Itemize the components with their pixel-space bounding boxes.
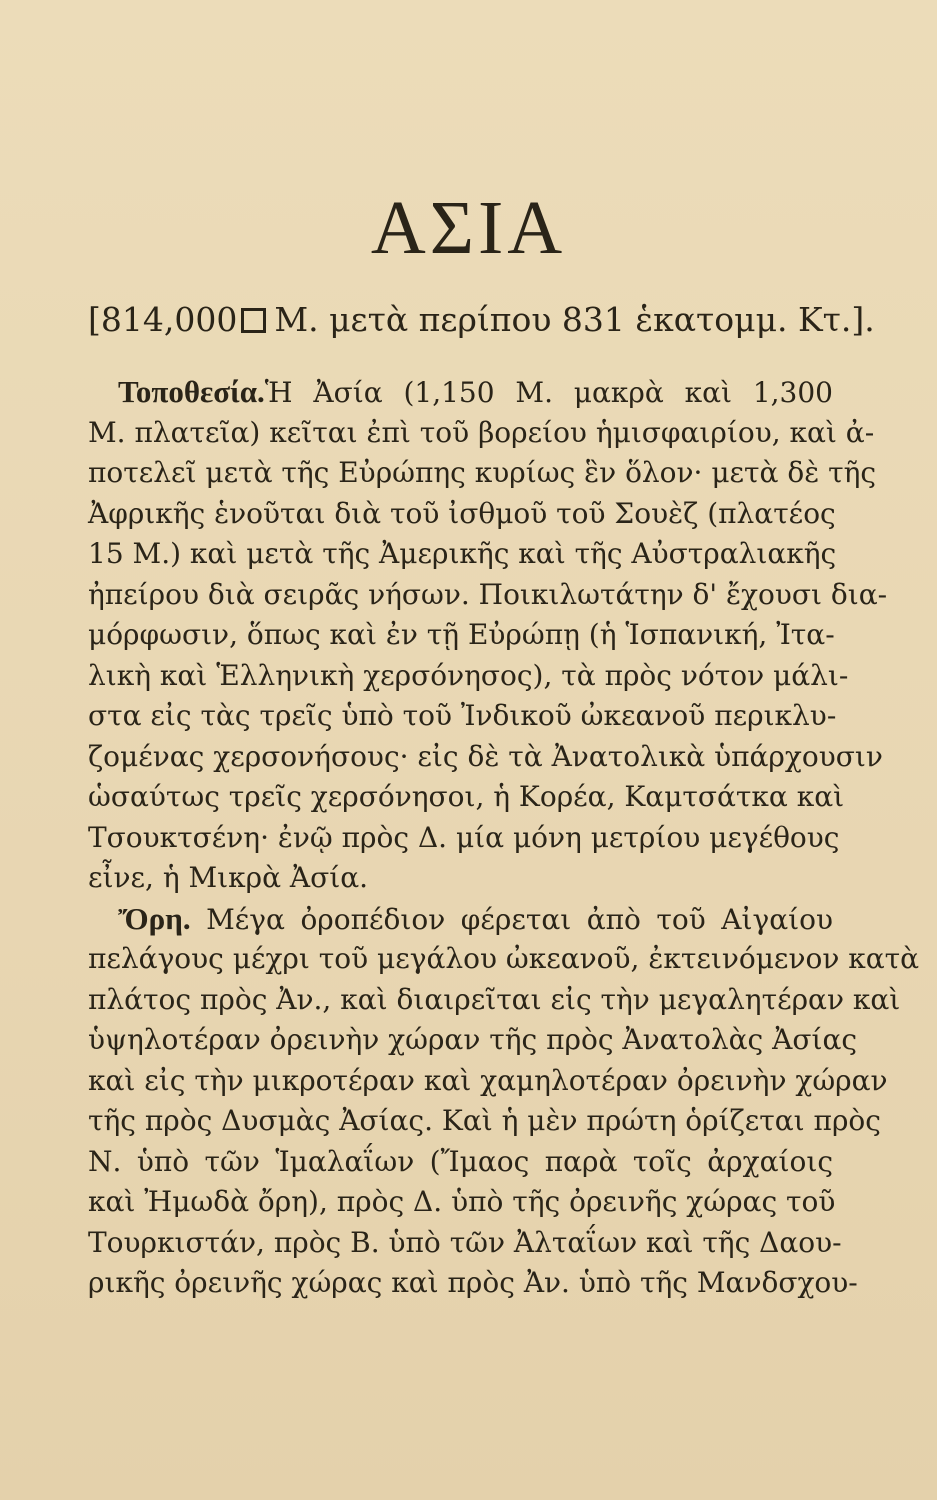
- text-line: στα εἰς τὰς τρεῖς ὑπὸ τοῦ Ἰνδικοῦ ὠκεανοῦ περικλυ-: [88, 699, 837, 732]
- page-title: ΑΣΙΑ: [370, 186, 567, 270]
- text-line: καὶ εἰς τὴν μικροτέραν καὶ χαμηλοτέραν ὀρεινὴν χώραν: [88, 1063, 888, 1097]
- text-line: πλάτος πρὸς Ἀν., καὶ διαιρεῖται εἰς τὴν μεγαλητέραν καὶ: [88, 982, 901, 1016]
- text-line: Μ. πλατεῖα) κεῖται ἐπὶ τοῦ βορείου ἡμισφαιρίου, καὶ ἀ-: [88, 415, 875, 449]
- area-population-line: [88, 300, 875, 339]
- text-line: τῆς πρὸς Δυσμὰς Ἀσίας. Καὶ ἡ μὲν πρώτη ὁρίζεται πρὸς: [88, 1104, 881, 1137]
- text-line: ἠπείρου διὰ σειρᾶς νήσων. Ποικιλωτάτην δ' ἔχουσι δια-: [88, 577, 888, 611]
- text-line: Τουρκιστάν, πρὸς Β. ὑπὸ τῶν Ἀλταΐων καὶ τῆς Δαου-: [88, 1225, 842, 1259]
- text-line: 15 Μ.) καὶ μετὰ τῆς Ἀμερικῆς καὶ τῆς Αὐστραλιακῆς: [88, 537, 837, 570]
- text-line: ζομένας χερσονήσους· εἰς δὲ τὰ Ἀνατολικὰ ὑπάρχουσιν: [88, 739, 883, 773]
- text-line: ρικῆς ὀρεινῆς χώρας καὶ πρὸς Ἀν. ὑπὸ τῆς Μανδσχου-: [88, 1266, 858, 1299]
- text-line: ὡσαύτως τρεῖς χερσόνησοι, ἡ Κορέα, Καμτσάτκα καὶ: [88, 780, 845, 813]
- section-heading-location: Τοποθεσία.: [118, 374, 265, 409]
- text-line: Ἀφρικῆς ἑνοῦται διὰ τοῦ ἰσθμοῦ τοῦ Σουὲζ (πλατέος: [88, 496, 836, 530]
- text-line: εἶνε, ἡ Μικρὰ Ἀσία.: [88, 861, 369, 894]
- text-line: πελάγους μέχρι τοῦ μεγάλου ὠκεανοῦ, ἐκτεινόμενον κατὰ: [88, 942, 920, 975]
- text-line: Τσουκτσένη· ἐνῷ πρὸς Δ. μία μόνη μετρίου μεγέθους: [88, 820, 840, 854]
- text-line: λικὴ καὶ Ἑλληνικὴ χερσόνησος), τὰ πρὸς νότον μάλι-: [88, 658, 849, 692]
- body-text: [88, 372, 920, 1304]
- text-line: ὑψηλοτέραν ὀρεινὴν χώραν τῆς πρὸς Ἀνατολὰς Ἀσίας: [88, 1023, 858, 1056]
- text-line: Τοποθεσία.Ἡ Ἀσία (1,150 Μ. μακρὰ καὶ 1,300: [118, 374, 833, 409]
- area-value: [814,000: [88, 300, 238, 339]
- text-line: ποτελεῖ μετὰ τῆς Εὐρώπης κυρίως ἓν ὅλον· μετὰ δὲ τῆς: [88, 456, 877, 489]
- text-line: Ν. ὑπὸ τῶν Ἱμαλαΐων (Ἴμαος παρὰ τοῖς ἀρχαίοις: [88, 1144, 833, 1178]
- population-text: Μ. μετὰ περίπου 831 ἑκατομμ. Κτ.].: [274, 300, 875, 339]
- section-heading-mountains: Ὄρη.: [118, 900, 191, 936]
- text-line: μόρφωσιν, ὅπως καὶ ἐν τῇ Εὐρώπῃ (ἡ Ἱσπανική, Ἰτα-: [88, 618, 835, 651]
- text-line: καὶ Ἠμωδὰ ὄρη), πρὸς Δ. ὑπὸ τῆς ὀρεινῆς χώρας τοῦ: [88, 1185, 836, 1218]
- square-symbol-icon: [241, 308, 266, 333]
- text-line: Ὄρη. Μέγα ὀροπέδιον φέρεται ἀπὸ τοῦ Αἰγαίου: [118, 900, 834, 936]
